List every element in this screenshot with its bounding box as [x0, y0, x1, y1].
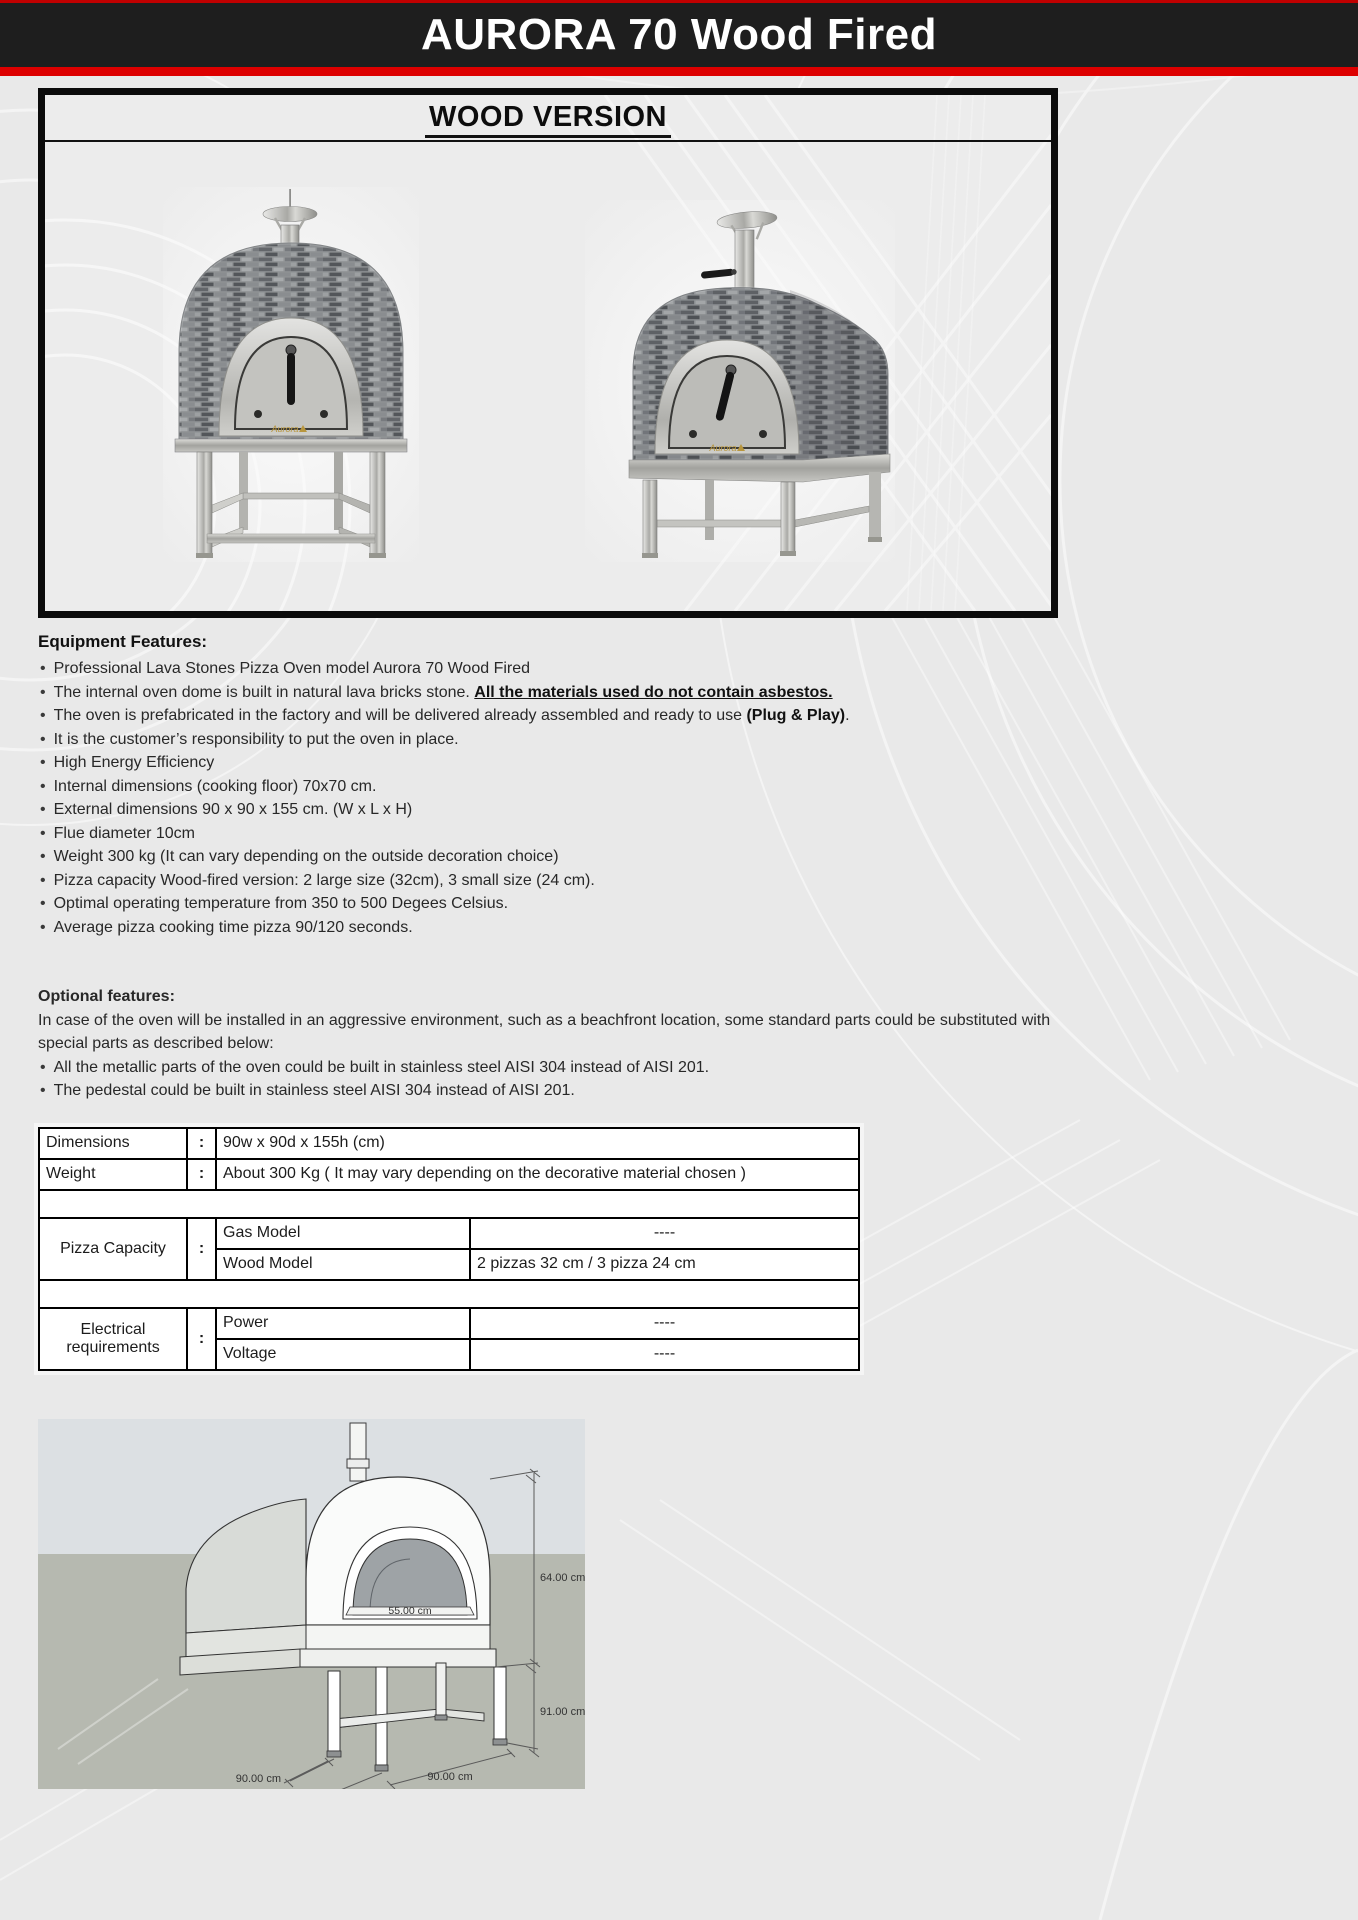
equipment-features-list	[38, 657, 1320, 939]
oven-photo-angle-view	[585, 200, 895, 562]
feature-text: It is the customer’s responsibility to put the oven in place.	[53, 730, 459, 748]
optional-features-list	[38, 1056, 1320, 1103]
dim-door-width-label: 55.00 cm	[388, 1604, 432, 1617]
optional-intro: In case of the oven will be installed in an aggressive environment, such as a beachfront location, some standard parts could be substituted with special parts as described below:	[38, 1011, 1051, 1052]
spec-value-voltage: ----	[470, 1339, 859, 1370]
feature-item	[38, 892, 1320, 916]
equipment-features-section	[38, 632, 1320, 939]
spacer-cell	[39, 1280, 859, 1308]
feature-item	[38, 845, 1320, 869]
feature-item	[38, 916, 1320, 940]
feature-text: Pizza capacity Wood-fired version: 2 large size (32cm), 3 small size (24 cm).	[53, 871, 595, 889]
oven-logo-text: Aurora	[709, 443, 737, 453]
feature-text: .	[845, 707, 850, 724]
feature-item	[38, 657, 1320, 681]
spec-table	[38, 1127, 860, 1371]
optional-features-section	[38, 985, 1320, 1103]
feature-item	[38, 681, 1320, 705]
spec-separator: :	[187, 1128, 216, 1159]
feature-item	[38, 751, 1320, 775]
equipment-features-heading: Equipment Features:	[38, 632, 208, 651]
dim-base-depth-label: 90.00 cm	[235, 1772, 281, 1785]
table-spacer-row	[39, 1190, 859, 1218]
spec-value-wood-model: 2 pizzas 32 cm / 3 pizza 24 cm	[470, 1249, 859, 1280]
spacer-cell	[39, 1190, 859, 1218]
feature-text: Weight 300 kg (It can vary depending on the outside decoration choice)	[53, 848, 559, 865]
feature-text: Optimal operating temperature from 350 to 500 Degees Celsius.	[53, 895, 509, 912]
feature-text: External dimensions 90 x 90 x 155 cm. (W x L x H)	[53, 801, 413, 818]
table-spacer-row	[39, 1280, 859, 1308]
feature-text: High Energy Efficiency	[53, 754, 215, 771]
panel-header	[45, 95, 1051, 142]
spec-value-power: ----	[470, 1308, 859, 1339]
feature-text: The internal oven dome is built in natural lava bricks stone.	[53, 683, 475, 701]
spec-sublabel-wood-model: Wood Model	[216, 1249, 470, 1280]
spec-separator: :	[187, 1308, 216, 1370]
optional-text: All the metallic parts of the oven could be built in stainless steel AISI 304 instead of AISI 201.	[53, 1058, 710, 1076]
feature-emphasis: All the materials used do not contain asbestos.	[474, 683, 833, 701]
table-row	[39, 1218, 859, 1249]
feature-text: Flue diameter 10cm	[53, 824, 195, 842]
feature-text: Professional Lava Stones Pizza Oven model Aurora 70 Wood Fired	[53, 660, 531, 677]
spec-label-weight: Weight	[39, 1159, 187, 1190]
spec-label-dimensions: Dimensions	[39, 1128, 187, 1159]
dim-stand-height-label: 91.00 cm	[540, 1705, 585, 1718]
dim-base-width-label: 90.00 cm	[427, 1770, 473, 1783]
optional-features-heading: Optional features:	[38, 988, 175, 1005]
dim-dome-height-label: 64.00 cm	[540, 1571, 585, 1584]
technical-drawing-panel	[38, 1419, 585, 1789]
spec-value-gas-model: ----	[470, 1218, 859, 1249]
table-row	[39, 1308, 859, 1339]
feature-item	[38, 704, 1320, 728]
title-bar	[0, 0, 1358, 76]
spec-sublabel-gas-model: Gas Model	[216, 1218, 470, 1249]
spec-value-dimensions: 90w x 90d x 155h (cm)	[216, 1128, 859, 1159]
spec-sublabel-voltage: Voltage	[216, 1339, 470, 1370]
oven-photo-front-view	[163, 187, 419, 562]
spec-separator: :	[187, 1218, 216, 1280]
optional-item	[38, 1056, 1320, 1080]
spec-separator: :	[187, 1159, 216, 1190]
spec-sublabel-power: Power	[216, 1308, 470, 1339]
spec-label-pizza-capacity: Pizza Capacity	[39, 1218, 187, 1280]
feature-item	[38, 728, 1320, 752]
product-photo-panel	[38, 88, 1058, 618]
optional-text: The pedestal could be built in stainless steel AISI 304 instead of AISI 201.	[53, 1082, 575, 1099]
feature-item	[38, 869, 1320, 893]
spec-label-electrical: Electrical requirements	[39, 1308, 187, 1370]
page-title: AURORA 70 Wood Fired	[420, 10, 938, 59]
oven-logo-text: Aurora	[271, 424, 299, 434]
feature-text: Average pizza cooking time pizza 90/120 seconds.	[53, 918, 413, 936]
feature-item	[38, 775, 1320, 799]
feature-item	[38, 798, 1320, 822]
feature-bold: (Plug & Play)	[746, 707, 846, 724]
optional-item	[38, 1079, 1320, 1103]
table-row	[39, 1159, 859, 1190]
feature-text: Internal dimensions (cooking floor) 70x70 cm.	[53, 777, 377, 795]
panel-title: WOOD VERSION	[425, 101, 671, 138]
spec-value-weight: About 300 Kg ( It may vary depending on the decorative material chosen )	[216, 1159, 859, 1190]
feature-text: The oven is prefabricated in the factory and will be delivered already assembled and ready to use	[53, 707, 747, 724]
table-row	[39, 1128, 859, 1159]
technical-drawing	[38, 1419, 585, 1789]
feature-item	[38, 822, 1320, 846]
